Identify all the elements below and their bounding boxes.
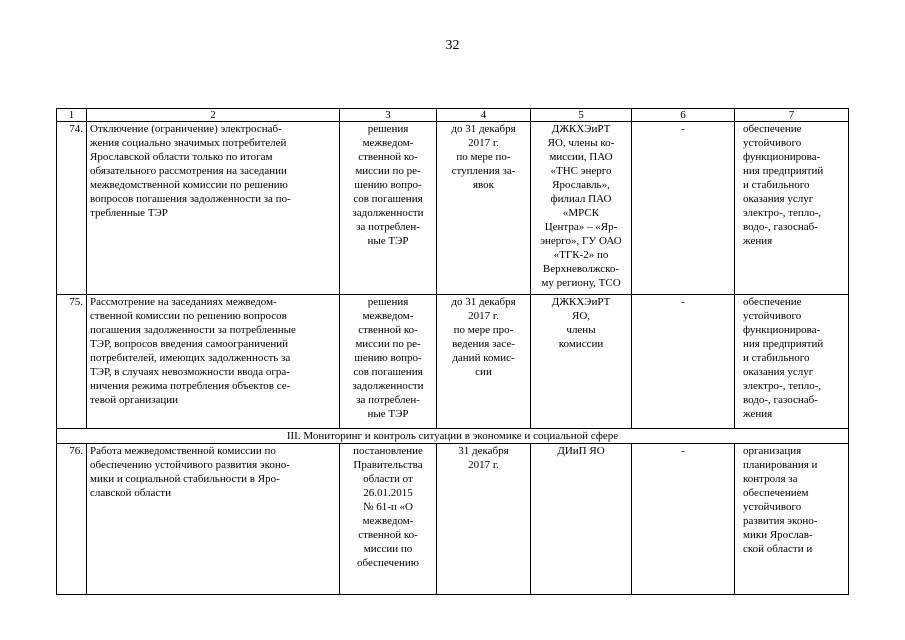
form-cell [340, 444, 437, 595]
cell-line: Отключение (ограничение) электроснаб- [90, 123, 282, 135]
plan-table [56, 108, 849, 595]
cell-line: потребителей, имеющих задолженность за [90, 352, 291, 364]
cell-line: развития эконо- [743, 515, 818, 527]
cell-line: устойчивого [743, 501, 802, 513]
cell-line: «МРСК [562, 207, 600, 219]
cell-line: ДЖКХЭиРТ [551, 123, 611, 135]
row-number: 76. [57, 444, 87, 595]
cell-line: задолженности [352, 380, 424, 392]
cell-line: постановление [353, 445, 423, 457]
cell-line: межведомственной комиссии по решению [90, 179, 288, 191]
cell-line: до 31 декабря [451, 123, 516, 135]
cell-line: ЯО, члены ко- [547, 137, 615, 149]
cell-line: 26.01.2015 [363, 487, 413, 499]
cell-line: Рассмотрение на заседаниях межведом- [90, 296, 277, 308]
cell-line: жения [743, 408, 773, 420]
cell-line: му региону, ТСО [541, 277, 621, 289]
result-cell [735, 444, 849, 595]
result-cell [735, 122, 849, 295]
form-cell [340, 122, 437, 295]
cell-line: ской области и [743, 543, 813, 555]
cell-line: задолженности [352, 207, 424, 219]
funding-cell: - [632, 122, 735, 295]
cell-line: сии [475, 366, 492, 378]
cell-line: 2017 г. [468, 459, 499, 471]
cell-line: контроля за [743, 473, 798, 485]
cell-line: миссии по ре- [355, 165, 421, 177]
cell-line: обеспечению [357, 557, 419, 569]
cell-line: славской области [90, 487, 171, 499]
funding-cell: - [632, 444, 735, 595]
cell-line: устойчивого [743, 137, 802, 149]
cell-line: шению вопро- [354, 179, 422, 191]
cell-line: функционирова- [743, 151, 821, 163]
cell-line: ния предприятий [743, 338, 824, 350]
cell-line: и стабильного [743, 179, 810, 191]
cell-line: филиал ПАО [550, 193, 612, 205]
cell-line: Ярославской области только по итогам [90, 151, 273, 163]
cell-line: жения социально значимых потребителей [90, 137, 287, 149]
table-row [57, 295, 849, 429]
cell-line: водо-, газоснаб- [743, 394, 818, 406]
cell-line: решения [367, 296, 409, 308]
cell-line: оказания услуг [743, 366, 814, 378]
row-number: 75. [57, 295, 87, 429]
cell-line: обеспечение [743, 296, 802, 308]
cell-line: устойчивого [743, 310, 802, 322]
cell-line: требленные ТЭР [90, 207, 168, 219]
cell-line: явок [472, 179, 495, 191]
cell-line: погашения задолженности за потребленные [90, 324, 296, 336]
cell-line: обеспечению устойчивого развития эконо- [90, 459, 290, 471]
measure-cell [87, 295, 340, 429]
cell-line: ные ТЭР [367, 235, 409, 247]
cell-line: «ТГК-2» по [553, 249, 609, 261]
cell-line: сов погашения [353, 366, 423, 378]
cell-line: мики и социальной стабильности в Яро- [90, 473, 280, 485]
cell-line: миссии, ПАО [549, 151, 613, 163]
cell-line: вопросов погашения задолженности за по- [90, 193, 291, 205]
cell-line: ТЭР, в случаях невозможности ввода огра- [90, 366, 290, 378]
table-row [57, 122, 849, 295]
cell-line: № 61-п «О [363, 501, 413, 513]
deadline-cell [437, 295, 531, 429]
cell-line: ственной ко- [358, 151, 418, 163]
table-row [57, 444, 849, 595]
result-cell [735, 295, 849, 429]
cell-line: Верхневолжско- [542, 263, 620, 275]
form-cell [340, 295, 437, 429]
cell-line: водо-, газоснаб- [743, 221, 818, 233]
cell-line: ступления за- [451, 165, 516, 177]
cell-line: мики Ярослав- [743, 529, 813, 541]
cell-line: ЯО, [571, 310, 591, 322]
cell-line: электро-, тепло-, [743, 207, 822, 219]
column-header: 4 [437, 109, 531, 122]
cell-line: тевой организации [90, 394, 178, 406]
cell-line: «ТНС энерго [550, 165, 612, 177]
column-header: 1 [57, 109, 87, 122]
cell-line: решения [367, 123, 409, 135]
cell-line: 31 декабря [458, 445, 509, 457]
deadline-cell [437, 444, 531, 595]
cell-line: шению вопро- [354, 352, 422, 364]
page-number: 32 [445, 38, 460, 53]
cell-line: ДИиП ЯО [557, 445, 605, 457]
cell-line: энерго», ГУ ОАО [540, 235, 622, 247]
deadline-cell [437, 122, 531, 295]
cell-line: Центра» – «Яр- [544, 221, 618, 233]
cell-line: по мере по- [456, 151, 511, 163]
cell-line: миссии по ре- [355, 338, 421, 350]
cell-line: за потреблен- [356, 394, 420, 406]
cell-line: ДЖКХЭиРТ [551, 296, 611, 308]
cell-line: межведом- [362, 137, 414, 149]
cell-line: до 31 декабря [451, 296, 516, 308]
cell-line: оказания услуг [743, 193, 814, 205]
measure-cell [87, 444, 340, 595]
cell-line: Ярославль», [552, 179, 610, 191]
cell-line: ственной ко- [358, 529, 418, 541]
cell-line: комиссии [558, 338, 604, 350]
cell-line: электро-, тепло-, [743, 380, 822, 392]
cell-line: сов погашения [353, 193, 423, 205]
cell-line: ния предприятий [743, 165, 824, 177]
column-header: 7 [735, 109, 849, 122]
executor-cell [531, 444, 632, 595]
header-row [57, 109, 849, 122]
cell-line: ственной ко- [358, 324, 418, 336]
cell-line: области от [363, 473, 413, 485]
column-header: 6 [632, 109, 735, 122]
cell-line: Правительства [353, 459, 423, 471]
column-header: 5 [531, 109, 632, 122]
cell-line: организация [743, 445, 802, 457]
cell-line: члены [566, 324, 596, 336]
cell-line: жения [743, 235, 773, 247]
cell-line: 2017 г. [468, 137, 499, 149]
cell-line: Работа межведомственной комиссии по [90, 445, 276, 457]
cell-line: ные ТЭР [367, 408, 409, 420]
cell-line: ведения засе- [452, 338, 515, 350]
section-title: III. Мониторинг и контроль ситуации в экономике и социальной сфере [57, 429, 849, 444]
section-row [57, 429, 849, 444]
executor-cell [531, 295, 632, 429]
column-header: 3 [340, 109, 437, 122]
cell-line: обязательного рассмотрения на заседании [90, 165, 287, 177]
cell-line: планирования и [743, 459, 818, 471]
cell-line: по мере про- [453, 324, 514, 336]
column-header: 2 [87, 109, 340, 122]
cell-line: обеспечение [743, 123, 802, 135]
cell-line: обеспечением [743, 487, 809, 499]
cell-line: ТЭР, вопросов введения самоограничений [90, 338, 289, 350]
measure-cell [87, 122, 340, 295]
cell-line: и стабильного [743, 352, 810, 364]
cell-line: за потреблен- [356, 221, 420, 233]
cell-line: даний комис- [452, 352, 515, 364]
row-number: 74. [57, 122, 87, 295]
cell-line: 2017 г. [468, 310, 499, 322]
executor-cell [531, 122, 632, 295]
cell-line: межведом- [362, 515, 414, 527]
cell-line: функционирова- [743, 324, 821, 336]
cell-line: ственной комиссии по решению вопросов [90, 310, 287, 322]
cell-line: межведом- [362, 310, 414, 322]
cell-line: миссии по [363, 543, 413, 555]
funding-cell: - [632, 295, 735, 429]
cell-line: ничения режима потребления объектов се- [90, 380, 291, 392]
